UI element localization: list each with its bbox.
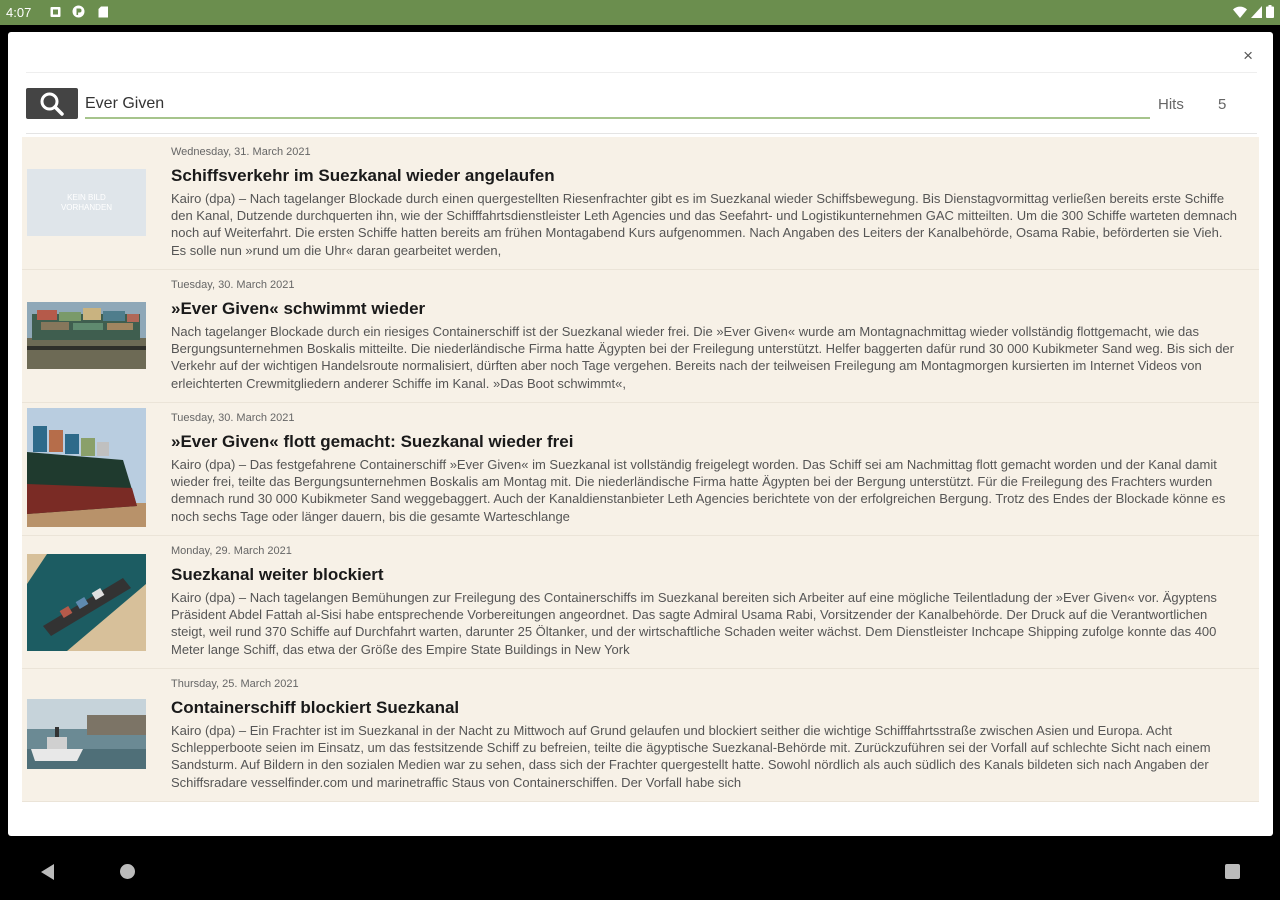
battery-icon bbox=[1266, 5, 1274, 18]
app-notification-icon bbox=[72, 5, 85, 18]
notification-icon bbox=[50, 6, 61, 18]
aerial-thumbnail bbox=[27, 554, 146, 651]
status-time: 4:07 bbox=[6, 5, 32, 20]
placeholder-text: KEIN BILD VORHANDEN bbox=[60, 192, 113, 212]
recents-button[interactable] bbox=[1225, 864, 1240, 879]
divider bbox=[26, 133, 1257, 134]
tug-thumbnail bbox=[27, 699, 146, 769]
result-item[interactable] bbox=[22, 536, 1259, 669]
back-button[interactable] bbox=[41, 864, 54, 880]
result-date: Tuesday, 30. March 2021 bbox=[171, 279, 295, 291]
result-snippet: Kairo (dpa) – Das festgefahrene Containerschiff »Ever Given« im Suezkanal ist vollständig freigelegt worden. Das Schiff sei am Nachmittag flott gemacht worden und der Kanal damit wieder frei, teilte das Bergungsunternehmen Boskalis am Montag mit. Die niederländische Firma hatte Ägypten bei der Bergung unterstützt. Für die Freilegung des Frachters wurden demnach rund 30 000 Kubikmeter Sand weggebaggert. Auch der Kanaldienstanbieter Leth Agencies berichtete von der erfolgreichen Bergung. Trotz des Endes der Blockade könne es noch sechs Tage oder länger dauern, bis die gesamte Warteschlange bbox=[171, 457, 1226, 524]
ship-thumbnail bbox=[27, 302, 146, 369]
result-item[interactable] bbox=[22, 137, 1259, 270]
result-snippet: Kairo (dpa) – Nach tagelanger Blockade durch einen quergestellten Riesenfrachter gibt es im Suezkanal wieder Schiffsbewegung. Bis Dienstagvormittag verließen bereits erste Schiffe den Kanal, Dutzende durchquerten ihn, wie der Schifffahrtsdienstleister Leth Agencies und das Seefahrt- und Logistikunternehmen GAC mitteilten. Um die 300 Schiffe warteten demnach noch auf Weiterfahrt. Die ersten Schiffe hatten bereits am frühen Montagabend Kurs aufgenommen. Nach Angaben des Leiters der Kanalbehörde, Osama Rabie, beförderten sie Vieh. Es solle nun »rund um die Uhr« daran gearbeitet werden, bbox=[171, 191, 1237, 258]
result-snippet: Nach tagelanger Blockade durch ein riesiges Containerschiff ist der Suezkanal wieder frei. Die »Ever Given« wurde am Montagnachmittag wieder vollständig flottgemacht, wie das Bergungsunternehmen Boskalis mitteilte. Die niederländische Firma hatte Ägypten bei der Freilegung unterstützt. Helfer baggerten dafür rund 30 000 Kubikmeter Sand weg. Bis sich der Verkehr auf der wichtigen Handelsroute normalisiert, dürften aber noch Tage vergehen. Bereits nach der teilweisen Freilegung am Montagmorgen kursierten im Internet Videos von erleichterten Crewmitgliedern anderer Schiffe im Kanal. »Das Boot schwimmt«, bbox=[171, 324, 1234, 391]
result-date: Thursday, 25. March 2021 bbox=[171, 678, 299, 690]
result-date: Wednesday, 31. March 2021 bbox=[171, 146, 311, 158]
ship-thumbnail bbox=[27, 408, 146, 527]
results-list bbox=[22, 137, 1259, 802]
result-item[interactable] bbox=[22, 270, 1259, 403]
result-title: Schiffsverkehr im Suezkanal wieder angelaufen bbox=[171, 166, 555, 185]
search-input[interactable] bbox=[85, 90, 1150, 119]
divider bbox=[26, 72, 1257, 73]
search-dialog bbox=[8, 32, 1273, 836]
home-button[interactable] bbox=[120, 864, 135, 879]
result-snippet: Kairo (dpa) – Nach tagelangen Bemühungen zur Freilegung des Containerschiffs im Suezkanal bereiten sich Arbeiter auf eine mögliche Teilentladung der »Ever Given« vor. Ägyptens Präsident Abdel Fattah al-Sisi habe entsprechende Vorbereitungen angeordnet. Das sagte Admiral Usama Rabi, Vorsitzender der Kanalbehörde. Der Druck auf die Verantwortlichen steigt, weil rund 370 Schiffe auf Durchfahrt warten, darunter 25 Öltanker, und der wirtschaftliche Schaden weiter wächst. Dem Dienstleister Inchcape Shipping zufolge konnte das 400 Meter lange Schiff, das etwa der Größe des Empire State Buildings in New York bbox=[171, 590, 1217, 657]
hits-label: Hits bbox=[1158, 96, 1184, 113]
hits-count: 5 bbox=[1218, 96, 1227, 113]
sd-card-icon bbox=[98, 6, 109, 18]
result-date: Monday, 29. March 2021 bbox=[171, 545, 292, 557]
search-button[interactable] bbox=[26, 88, 78, 119]
search-icon bbox=[39, 91, 65, 117]
result-item[interactable] bbox=[22, 403, 1259, 536]
result-item[interactable] bbox=[22, 669, 1259, 802]
status-bar bbox=[0, 0, 1280, 25]
result-snippet: Kairo (dpa) – Ein Frachter ist im Suezkanal in der Nacht zu Mittwoch auf Grund gelaufen und blockiert seither die wichtige Schifffahrtsstraße zwischen Asien und Europa. Acht Schlepperboote seien im Einsatz, um das festsitzende Schiff zu befreien, teilte die ägyptische Suezkanal-Behörde mit. Zurückzuführen sei der Vorfall auf schlechte Sicht nach einem Sandsturm. Auf Bildern in den sozialen Medien war zu sehen, dass sich der Frachter quergestellt hatte. Sowohl nördlich als auch südlich des Kanals bildeten sich nach Angaben der Schiffsradare vesselfinder.com und marinetraffic Staus von Containerschiffen. Der Vorfall habe sich bbox=[171, 723, 1211, 790]
result-title: »Ever Given« flott gemacht: Suezkanal wieder frei bbox=[171, 432, 574, 451]
wifi-icon bbox=[1233, 6, 1247, 18]
result-date: Tuesday, 30. March 2021 bbox=[171, 412, 295, 424]
status-icons bbox=[1233, 5, 1274, 18]
result-title: »Ever Given« schwimmt wieder bbox=[171, 299, 426, 318]
close-button[interactable]: × bbox=[1243, 46, 1253, 65]
no-image-placeholder bbox=[27, 169, 146, 236]
signal-icon bbox=[1251, 6, 1262, 18]
result-title: Suezkanal weiter blockiert bbox=[171, 565, 384, 584]
result-title: Containerschiff blockiert Suezkanal bbox=[171, 698, 460, 717]
